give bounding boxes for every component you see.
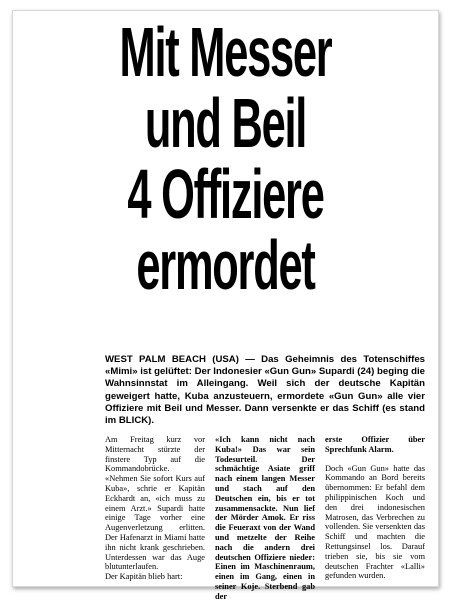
headline-line-4: ermordet bbox=[136, 226, 315, 304]
column-1 bbox=[105, 435, 205, 602]
column-1-paragraph: Der Kapitän blieb hart: bbox=[105, 572, 183, 582]
column-2 bbox=[215, 435, 315, 602]
column-1-paragraph: «Nehmen Sie sofort Kurs auf Kuba», schrie er Kapitän Eckhardt an, «ich muss zu einem Arzt.» Supardi hatte einige Tage vorher eine Augenverletzung erlitten. Der Hafenarzt in Miami hatte ihn nicht krank geschrieben. Unterdessen war das Auge blutunterlaufen. bbox=[105, 474, 205, 572]
column-2-paragraph: «Ich kann nicht nach Kuba!» Das war sein Todesurteil. Der schmächtige Asiate griff nach einem langen Messer und stach auf den Deutschen ein, bis er tot zusammensackte. Nun lief der Mörder Amok. Er riss die Feueraxt von der Wand und metzelte der Reihe nach die andern drei deutschen Offiziere nieder: Einen im Maschinenraum, einen im Gang, einen in seiner Koje. Sterbend gab der bbox=[215, 435, 315, 601]
lead-paragraph: WEST PALM BEACH (USA) — Das Geheimnis des Totenschiffes «Mimi» ist gelüftet: Der Indonesier «Gun Gun» Supardi (24) beging die Wahnsinnstat im Alleingang. Weil sich der deutsche Kapitän geweigert hatte, Kuba anzusteuern, ermordete «Gun Gun» alle vier Offiziere mit Beil und Messer. Dann versenkte er das Schiff (es stand im BLICK). bbox=[105, 354, 425, 427]
headline-line-1: Mit Messer bbox=[119, 13, 332, 91]
headline-line-2: und Beil bbox=[144, 84, 307, 162]
newspaper-clipping bbox=[12, 10, 439, 601]
headline-line-3: 4 Offiziere bbox=[127, 155, 324, 233]
column-3-paragraph: erste Offizier über Sprechfunk Alarm. bbox=[325, 435, 425, 454]
column-1-paragraph: Am Freitag kurz vor Mitternacht stürzte der finstere Typ auf die Kommandobrücke. bbox=[105, 435, 205, 474]
column-3 bbox=[325, 435, 425, 602]
column-3-paragraph: Doch «Gun Gun» hatte das Kommando an Bord bereits übernommen: Er befahl dem philippinischen Koch und den drei indonesischen Matrosen, das Verbrechen zu vollenden. Sie versenkten das Schiff und machten die Rettungsinsel los. Darauf trieben sie, bis sie vom deutschen Frachter «Lalli» gefunden wurden. bbox=[325, 463, 425, 581]
article-columns bbox=[105, 435, 425, 602]
headline bbox=[13, 13, 438, 304]
